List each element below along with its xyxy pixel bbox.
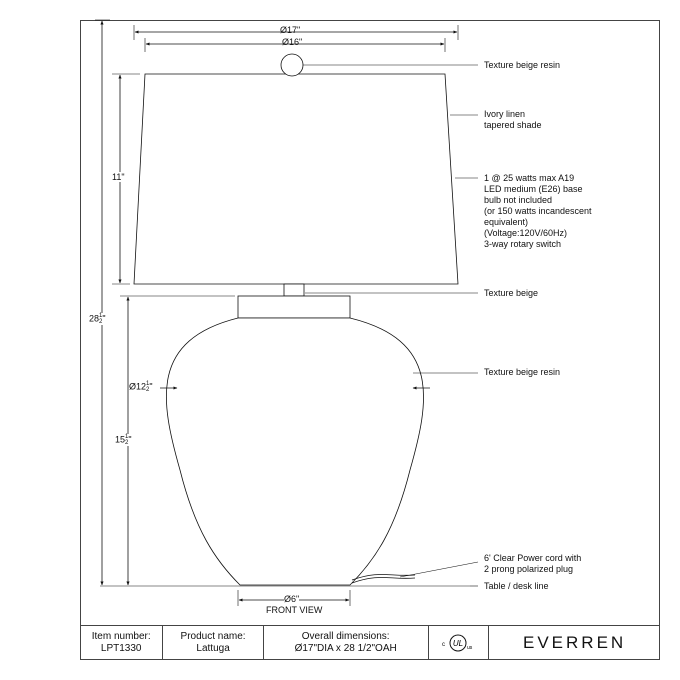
overall-dimensions-label: Overall dimensions: bbox=[301, 631, 390, 642]
item-number-label: Item number: bbox=[91, 631, 151, 642]
overall-dimensions-value: Ø17"DIA x 28 1/2"OAH bbox=[294, 643, 397, 654]
brand-logo: EVERREN bbox=[523, 633, 627, 652]
dim-shade-top-width: Ø16" bbox=[282, 37, 303, 47]
lamp-shade bbox=[134, 74, 458, 284]
certification-cell bbox=[429, 626, 490, 660]
product-name-cell bbox=[163, 626, 263, 660]
callout-cord: 6' Clear Power cord with 2 prong polarized plug bbox=[484, 553, 582, 574]
svg-text:UL: UL bbox=[453, 639, 464, 648]
dim-body-diameter: Ø12 1 2 " bbox=[129, 381, 153, 393]
svg-text:us: us bbox=[467, 645, 473, 651]
ul-listed-icon bbox=[441, 633, 475, 653]
dim-body-height: 15 1 2 " bbox=[115, 434, 132, 446]
product-name-label: Product name: bbox=[180, 631, 246, 642]
callout-bulb: 1 @ 25 watts max A19 LED medium (E26) base bulb not included (or 150 watts incandescent equivalent) (Voltage:120V/60Hz) 3-way rotary switch bbox=[484, 173, 592, 249]
callout-finial: Texture beige resin bbox=[484, 60, 561, 70]
product-name-value: Lattuga bbox=[196, 643, 230, 654]
item-number-cell bbox=[80, 626, 163, 660]
svg-text:c: c bbox=[442, 642, 446, 648]
title-block bbox=[80, 625, 660, 660]
brand-cell bbox=[489, 626, 660, 660]
lamp-body bbox=[166, 318, 423, 585]
socket bbox=[284, 284, 304, 296]
callout-body: Texture beige resin bbox=[484, 367, 561, 377]
callout-neck: Texture beige bbox=[484, 288, 539, 298]
dim-overall-width: Ø17" bbox=[280, 25, 301, 35]
item-number-value: LPT1330 bbox=[100, 643, 142, 654]
callout-shade: Ivory linen tapered shade bbox=[484, 109, 542, 130]
view-label: FRONT VIEW bbox=[266, 605, 323, 615]
callout-table: Table / desk line bbox=[484, 581, 549, 591]
dim-shade-height: 11" bbox=[112, 172, 125, 182]
overall-dimensions-cell bbox=[264, 626, 429, 660]
finial bbox=[281, 54, 303, 76]
neck-cap bbox=[238, 296, 350, 318]
dim-base-width: Ø6" bbox=[284, 594, 300, 604]
dim-overall-height: 28 1 2 " bbox=[89, 313, 106, 325]
